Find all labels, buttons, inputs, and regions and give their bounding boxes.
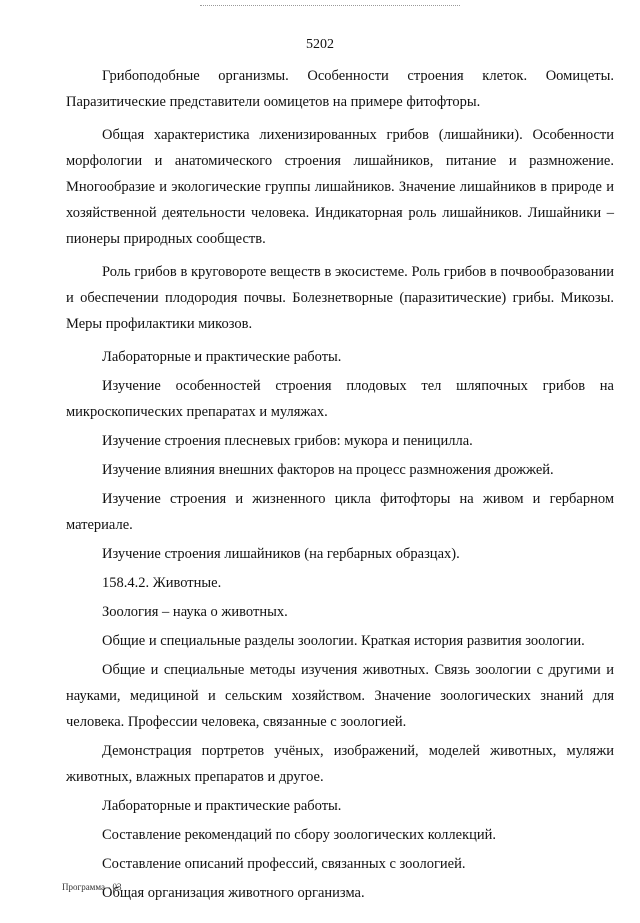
paragraph-lab-works-heading: Лабораторные и практические работы.: [102, 349, 342, 365]
paragraph-lab-phytophthora: Изучение строения и жизненного цикла фитофторы на живом и гербарном материале.: [66, 491, 614, 533]
paragraph-zoology-definition: Зоология – наука о животных.: [102, 604, 288, 620]
footer-program-label: Программа - 03: [62, 882, 122, 892]
paragraph-organism-organization: Общая организация животного организма.: [102, 885, 365, 901]
scan-top-edge: [200, 5, 460, 6]
paragraph-lab-lichens: Изучение строения лишайников (на гербарных образцах).: [102, 546, 460, 562]
paragraph-zoology-sections: Общие и специальные разделы зоологии. Краткая история развития зоологии.: [102, 633, 585, 649]
paragraph-fungi-role: Роль грибов в круговороте веществ в экосистеме. Роль грибов в почвообразовании и обеспечении плодородия почвы. Болезнетворные (паразитические) грибы. Микозы. Меры профилактики микозов.: [66, 264, 614, 332]
paragraph-zoology-methods: Общие и специальные методы изучения животных. Связь зоологии с другими и науками, медициной и сельским хозяйством. Значение зоологических знаний для человека. Профессии человека, связанные с зоологией.: [66, 662, 614, 730]
paragraph-demonstration: Демонстрация портретов учёных, изображений, моделей животных, муляжи животных, влажных препаратов и другое.: [66, 743, 614, 785]
paragraph-lab-yeast: Изучение влияния внешних факторов на процесс размножения дрожжей.: [102, 462, 554, 478]
paragraph-lab-works-heading-2: Лабораторные и практические работы.: [102, 798, 342, 814]
page-number: 5202: [306, 37, 334, 52]
section-heading-animals: 158.4.2. Животные.: [102, 575, 222, 591]
paragraph-lab-fruit-bodies: Изучение особенностей строения плодовых тел шляпочных грибов на микроскопических препаратах и муляжах.: [66, 378, 614, 420]
document-body: [66, 63, 614, 906]
paragraph-lichens: Общая характеристика лихенизированных грибов (лишайники). Особенности морфологии и анатомического строения лишайников, питание и размножение. Многообразие и экологические группы лишайников. Значение лишайников в природе и хозяйственной деятельности человека. Индикаторная роль лишайников. Лишайники – пионеры природных сообществ.: [66, 127, 614, 247]
paragraph-oomycetes: Грибоподобные организмы. Особенности строения клеток. Оомицеты. Паразитические представители оомицетов на примере фитофторы.: [66, 68, 614, 110]
paragraph-professions: Составление описаний профессий, связанных с зоологией.: [102, 856, 466, 872]
paragraph-collections: Составление рекомендаций по сбору зоологических коллекций.: [102, 827, 497, 843]
paragraph-lab-molds: Изучение строения плесневых грибов: мукора и пеницилла.: [102, 433, 473, 449]
